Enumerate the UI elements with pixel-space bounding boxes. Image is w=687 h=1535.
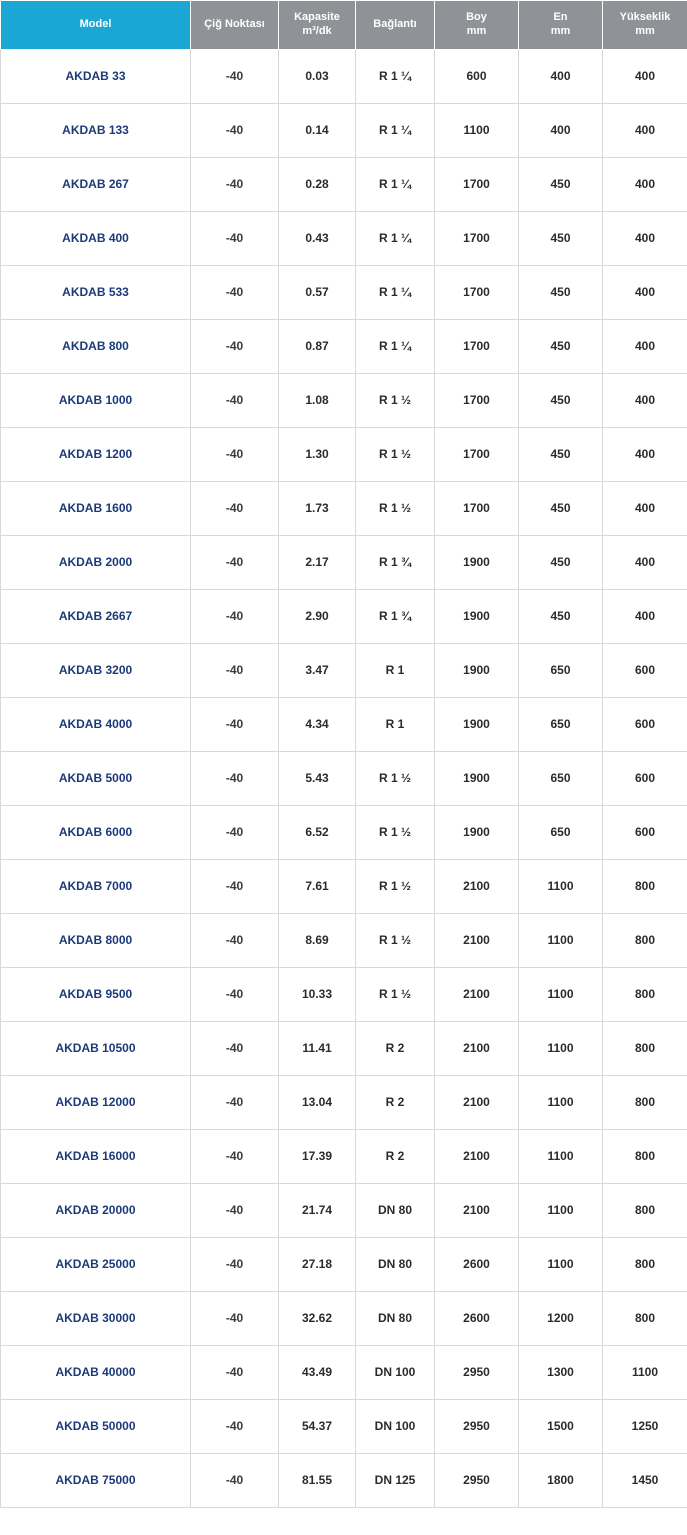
cell-yukseklik: 800 xyxy=(603,913,687,967)
cell-yukseklik: 400 xyxy=(603,589,687,643)
cell-boy: 2600 xyxy=(435,1237,519,1291)
cell-cig-noktasi: -40 xyxy=(191,481,279,535)
cell-cig-noktasi: -40 xyxy=(191,751,279,805)
cell-model: AKDAB 5000 xyxy=(1,751,191,805)
cell-boy: 2100 xyxy=(435,1021,519,1075)
cell-baglanti: DN 100 xyxy=(356,1399,435,1453)
table-row xyxy=(1,1129,687,1183)
table-row xyxy=(1,697,687,751)
cell-en: 450 xyxy=(519,211,603,265)
cell-kapasite: 6.52 xyxy=(279,805,356,859)
column-header-model xyxy=(1,1,191,50)
cell-baglanti: DN 80 xyxy=(356,1237,435,1291)
cell-model: AKDAB 1000 xyxy=(1,373,191,427)
cell-model: AKDAB 267 xyxy=(1,157,191,211)
table-row xyxy=(1,1291,687,1345)
table-row xyxy=(1,1237,687,1291)
cell-yukseklik: 400 xyxy=(603,49,687,103)
cell-model: AKDAB 7000 xyxy=(1,859,191,913)
cell-model: AKDAB 50000 xyxy=(1,1399,191,1453)
table-row xyxy=(1,967,687,1021)
cell-en: 1100 xyxy=(519,859,603,913)
cell-model: AKDAB 4000 xyxy=(1,697,191,751)
cell-en: 450 xyxy=(519,157,603,211)
cell-yukseklik: 800 xyxy=(603,859,687,913)
cell-baglanti: DN 80 xyxy=(356,1291,435,1345)
cell-model: AKDAB 2000 xyxy=(1,535,191,589)
cell-kapasite: 10.33 xyxy=(279,967,356,1021)
column-header-en-line2: mm xyxy=(550,24,571,37)
cell-yukseklik: 800 xyxy=(603,1021,687,1075)
cell-baglanti: R 1 ¼ xyxy=(356,211,435,265)
cell-yukseklik: 800 xyxy=(603,1129,687,1183)
cell-en: 1100 xyxy=(519,1075,603,1129)
cell-baglanti: R 1 ½ xyxy=(356,373,435,427)
cell-en: 1800 xyxy=(519,1453,603,1507)
cell-cig-noktasi: -40 xyxy=(191,1453,279,1507)
cell-kapasite: 11.41 xyxy=(279,1021,356,1075)
cell-cig-noktasi: -40 xyxy=(191,589,279,643)
cell-en: 450 xyxy=(519,427,603,481)
table-header-row xyxy=(1,1,687,50)
column-header-model-line1: Model xyxy=(79,17,112,30)
cell-boy: 2100 xyxy=(435,913,519,967)
cell-yukseklik: 600 xyxy=(603,751,687,805)
cell-yukseklik: 400 xyxy=(603,265,687,319)
cell-yukseklik: 400 xyxy=(603,373,687,427)
cell-cig-noktasi: -40 xyxy=(191,805,279,859)
cell-boy: 1100 xyxy=(435,103,519,157)
cell-boy: 1700 xyxy=(435,157,519,211)
cell-en: 1100 xyxy=(519,1021,603,1075)
cell-baglanti: R 1 ¼ xyxy=(356,319,435,373)
cell-model: AKDAB 20000 xyxy=(1,1183,191,1237)
table-row xyxy=(1,643,687,697)
cell-model: AKDAB 10500 xyxy=(1,1021,191,1075)
column-header-cig-noktasi-line1: Çiğ Noktası xyxy=(204,17,265,30)
cell-boy: 1900 xyxy=(435,643,519,697)
cell-kapasite: 0.03 xyxy=(279,49,356,103)
cell-baglanti: R 2 xyxy=(356,1021,435,1075)
table-row xyxy=(1,211,687,265)
cell-yukseklik: 600 xyxy=(603,805,687,859)
column-header-yukseklik-line1: Yükseklik xyxy=(619,11,671,23)
column-header-baglanti-line1: Bağlantı xyxy=(373,17,417,30)
column-header-kapasite-line1: Kapasite xyxy=(294,11,340,23)
cell-yukseklik: 800 xyxy=(603,1291,687,1345)
cell-kapasite: 2.90 xyxy=(279,589,356,643)
cell-en: 650 xyxy=(519,697,603,751)
cell-baglanti: R 1 ¼ xyxy=(356,49,435,103)
table-row xyxy=(1,913,687,967)
cell-kapasite: 0.87 xyxy=(279,319,356,373)
table-row xyxy=(1,373,687,427)
cell-yukseklik: 400 xyxy=(603,481,687,535)
cell-baglanti: R 2 xyxy=(356,1075,435,1129)
table-row xyxy=(1,157,687,211)
cell-yukseklik: 400 xyxy=(603,319,687,373)
cell-kapasite: 0.57 xyxy=(279,265,356,319)
table-row xyxy=(1,1453,687,1507)
cell-cig-noktasi: -40 xyxy=(191,1291,279,1345)
cell-model: AKDAB 400 xyxy=(1,211,191,265)
cell-boy: 1700 xyxy=(435,265,519,319)
cell-model: AKDAB 6000 xyxy=(1,805,191,859)
cell-model: AKDAB 40000 xyxy=(1,1345,191,1399)
table-row xyxy=(1,1021,687,1075)
cell-baglanti: R 1 ¾ xyxy=(356,589,435,643)
table-row xyxy=(1,535,687,589)
cell-boy: 1700 xyxy=(435,481,519,535)
cell-kapasite: 0.43 xyxy=(279,211,356,265)
cell-kapasite: 43.49 xyxy=(279,1345,356,1399)
cell-baglanti: DN 100 xyxy=(356,1345,435,1399)
cell-baglanti: R 1 xyxy=(356,697,435,751)
cell-boy: 2950 xyxy=(435,1453,519,1507)
cell-boy: 1700 xyxy=(435,211,519,265)
cell-en: 450 xyxy=(519,535,603,589)
cell-cig-noktasi: -40 xyxy=(191,265,279,319)
table-row xyxy=(1,1183,687,1237)
cell-kapasite: 4.34 xyxy=(279,697,356,751)
cell-cig-noktasi: -40 xyxy=(191,1075,279,1129)
cell-cig-noktasi: -40 xyxy=(191,643,279,697)
table-row xyxy=(1,589,687,643)
cell-en: 1100 xyxy=(519,913,603,967)
column-header-cig-noktasi xyxy=(191,1,279,50)
cell-en: 1100 xyxy=(519,1129,603,1183)
cell-model: AKDAB 533 xyxy=(1,265,191,319)
column-header-yukseklik xyxy=(603,1,687,50)
cell-boy: 2100 xyxy=(435,1183,519,1237)
cell-yukseklik: 800 xyxy=(603,967,687,1021)
cell-kapasite: 1.08 xyxy=(279,373,356,427)
column-header-en-line1: En xyxy=(553,11,568,23)
column-header-boy xyxy=(435,1,519,50)
table-row xyxy=(1,1399,687,1453)
cell-cig-noktasi: -40 xyxy=(191,319,279,373)
cell-boy: 2950 xyxy=(435,1345,519,1399)
cell-en: 650 xyxy=(519,805,603,859)
table-row xyxy=(1,427,687,481)
cell-boy: 2100 xyxy=(435,967,519,1021)
cell-cig-noktasi: -40 xyxy=(191,913,279,967)
cell-model: AKDAB 1600 xyxy=(1,481,191,535)
cell-kapasite: 2.17 xyxy=(279,535,356,589)
cell-kapasite: 21.74 xyxy=(279,1183,356,1237)
cell-en: 1100 xyxy=(519,1183,603,1237)
cell-baglanti: DN 80 xyxy=(356,1183,435,1237)
cell-en: 1200 xyxy=(519,1291,603,1345)
cell-en: 650 xyxy=(519,751,603,805)
table-row xyxy=(1,805,687,859)
cell-en: 450 xyxy=(519,481,603,535)
cell-boy: 1700 xyxy=(435,373,519,427)
cell-model: AKDAB 16000 xyxy=(1,1129,191,1183)
table-row xyxy=(1,859,687,913)
cell-baglanti: R 1 ½ xyxy=(356,427,435,481)
cell-baglanti: R 1 ¼ xyxy=(356,157,435,211)
cell-yukseklik: 1250 xyxy=(603,1399,687,1453)
cell-yukseklik: 600 xyxy=(603,697,687,751)
cell-kapasite: 5.43 xyxy=(279,751,356,805)
cell-boy: 2600 xyxy=(435,1291,519,1345)
cell-cig-noktasi: -40 xyxy=(191,1345,279,1399)
cell-model: AKDAB 25000 xyxy=(1,1237,191,1291)
table-row xyxy=(1,103,687,157)
cell-boy: 2100 xyxy=(435,1075,519,1129)
cell-cig-noktasi: -40 xyxy=(191,535,279,589)
cell-cig-noktasi: -40 xyxy=(191,211,279,265)
cell-cig-noktasi: -40 xyxy=(191,1129,279,1183)
column-header-yukseklik-line2: mm xyxy=(635,24,655,37)
cell-yukseklik: 800 xyxy=(603,1183,687,1237)
cell-en: 400 xyxy=(519,49,603,103)
cell-cig-noktasi: -40 xyxy=(191,103,279,157)
cell-cig-noktasi: -40 xyxy=(191,967,279,1021)
cell-baglanti: R 1 ½ xyxy=(356,751,435,805)
cell-boy: 1900 xyxy=(435,697,519,751)
cell-boy: 1700 xyxy=(435,427,519,481)
cell-kapasite: 13.04 xyxy=(279,1075,356,1129)
cell-model: AKDAB 2667 xyxy=(1,589,191,643)
cell-baglanti: R 1 ¾ xyxy=(356,535,435,589)
cell-model: AKDAB 33 xyxy=(1,49,191,103)
cell-kapasite: 0.28 xyxy=(279,157,356,211)
cell-yukseklik: 1100 xyxy=(603,1345,687,1399)
cell-boy: 600 xyxy=(435,49,519,103)
cell-en: 1500 xyxy=(519,1399,603,1453)
cell-boy: 1900 xyxy=(435,589,519,643)
table-row xyxy=(1,1345,687,1399)
column-header-kapasite-line2: m³/dk xyxy=(302,24,332,37)
cell-en: 450 xyxy=(519,265,603,319)
table-body xyxy=(1,49,687,1507)
cell-cig-noktasi: -40 xyxy=(191,1399,279,1453)
cell-baglanti: R 1 ¼ xyxy=(356,103,435,157)
cell-baglanti: R 1 ½ xyxy=(356,913,435,967)
cell-kapasite: 17.39 xyxy=(279,1129,356,1183)
cell-boy: 2100 xyxy=(435,859,519,913)
cell-model: AKDAB 30000 xyxy=(1,1291,191,1345)
cell-kapasite: 27.18 xyxy=(279,1237,356,1291)
cell-boy: 1900 xyxy=(435,751,519,805)
cell-baglanti: DN 125 xyxy=(356,1453,435,1507)
cell-yukseklik: 400 xyxy=(603,535,687,589)
column-header-kapasite xyxy=(279,1,356,50)
cell-kapasite: 32.62 xyxy=(279,1291,356,1345)
cell-boy: 1900 xyxy=(435,805,519,859)
column-header-boy-line2: mm xyxy=(466,24,487,37)
table-row xyxy=(1,481,687,535)
table-row xyxy=(1,49,687,103)
cell-yukseklik: 800 xyxy=(603,1237,687,1291)
cell-model: AKDAB 1200 xyxy=(1,427,191,481)
cell-baglanti: R 1 xyxy=(356,643,435,697)
cell-yukseklik: 400 xyxy=(603,427,687,481)
cell-cig-noktasi: -40 xyxy=(191,157,279,211)
cell-model: AKDAB 12000 xyxy=(1,1075,191,1129)
column-header-boy-line1: Boy xyxy=(466,11,487,23)
cell-kapasite: 0.14 xyxy=(279,103,356,157)
cell-boy: 1900 xyxy=(435,535,519,589)
table-row xyxy=(1,751,687,805)
cell-cig-noktasi: -40 xyxy=(191,49,279,103)
cell-yukseklik: 400 xyxy=(603,157,687,211)
cell-model: AKDAB 9500 xyxy=(1,967,191,1021)
cell-baglanti: R 1 ¼ xyxy=(356,265,435,319)
cell-kapasite: 1.30 xyxy=(279,427,356,481)
cell-boy: 2950 xyxy=(435,1399,519,1453)
cell-cig-noktasi: -40 xyxy=(191,1021,279,1075)
column-header-baglanti xyxy=(356,1,435,50)
cell-en: 1100 xyxy=(519,967,603,1021)
cell-cig-noktasi: -40 xyxy=(191,697,279,751)
cell-cig-noktasi: -40 xyxy=(191,1237,279,1291)
cell-kapasite: 1.73 xyxy=(279,481,356,535)
cell-baglanti: R 1 ½ xyxy=(356,859,435,913)
cell-cig-noktasi: -40 xyxy=(191,1183,279,1237)
table-header xyxy=(1,1,687,50)
table-row xyxy=(1,1075,687,1129)
cell-kapasite: 8.69 xyxy=(279,913,356,967)
cell-baglanti: R 1 ½ xyxy=(356,967,435,1021)
cell-en: 450 xyxy=(519,373,603,427)
cell-cig-noktasi: -40 xyxy=(191,427,279,481)
cell-kapasite: 81.55 xyxy=(279,1453,356,1507)
cell-boy: 2100 xyxy=(435,1129,519,1183)
cell-kapasite: 3.47 xyxy=(279,643,356,697)
cell-kapasite: 54.37 xyxy=(279,1399,356,1453)
cell-yukseklik: 400 xyxy=(603,211,687,265)
cell-model: AKDAB 133 xyxy=(1,103,191,157)
table-row xyxy=(1,265,687,319)
cell-model: AKDAB 8000 xyxy=(1,913,191,967)
cell-cig-noktasi: -40 xyxy=(191,373,279,427)
cell-baglanti: R 1 ½ xyxy=(356,481,435,535)
cell-model: AKDAB 3200 xyxy=(1,643,191,697)
cell-model: AKDAB 75000 xyxy=(1,1453,191,1507)
cell-kapasite: 7.61 xyxy=(279,859,356,913)
cell-en: 450 xyxy=(519,319,603,373)
cell-model: AKDAB 800 xyxy=(1,319,191,373)
cell-cig-noktasi: -40 xyxy=(191,859,279,913)
column-header-en xyxy=(519,1,603,50)
cell-en: 400 xyxy=(519,103,603,157)
cell-en: 1100 xyxy=(519,1237,603,1291)
cell-en: 1300 xyxy=(519,1345,603,1399)
cell-en: 650 xyxy=(519,643,603,697)
cell-yukseklik: 800 xyxy=(603,1075,687,1129)
cell-en: 450 xyxy=(519,589,603,643)
cell-yukseklik: 400 xyxy=(603,103,687,157)
cell-boy: 1700 xyxy=(435,319,519,373)
cell-baglanti: R 1 ½ xyxy=(356,805,435,859)
table-row xyxy=(1,319,687,373)
cell-baglanti: R 2 xyxy=(356,1129,435,1183)
cell-yukseklik: 1450 xyxy=(603,1453,687,1507)
cell-yukseklik: 600 xyxy=(603,643,687,697)
